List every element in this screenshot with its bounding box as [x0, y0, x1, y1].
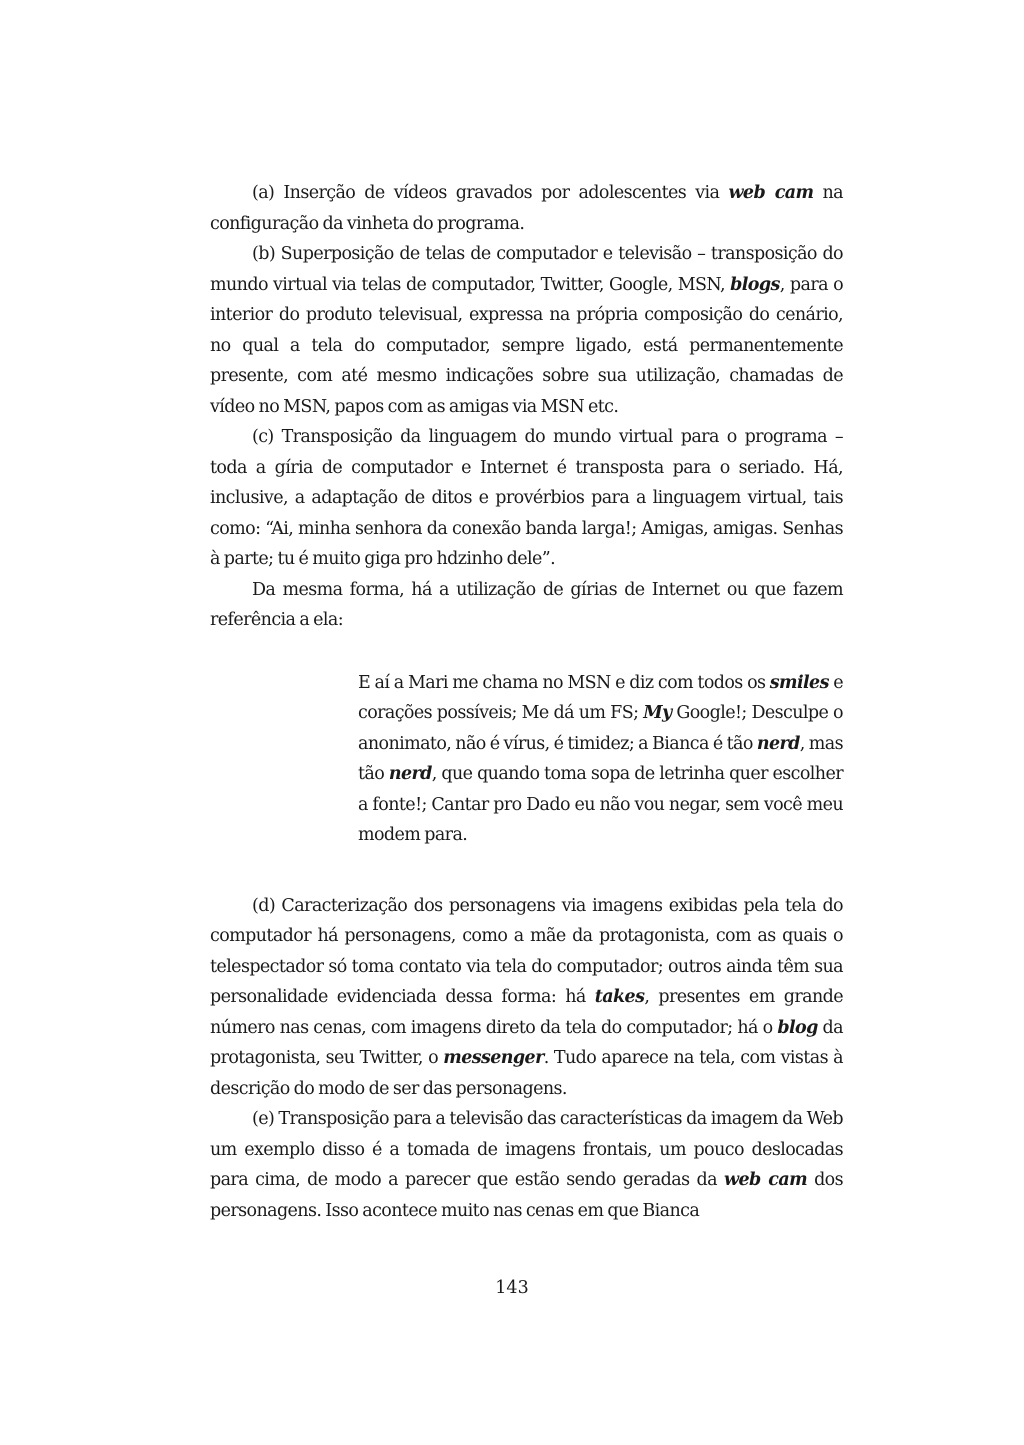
quote-text-1: E aí a Mari me chama no MSN e diz com todos os	[358, 672, 770, 693]
paragraph-b-emphasis: blogs	[730, 274, 780, 295]
paragraph-b-text-end: , para o interior do produto televisual, expressa na própria composição do cenário, no qual a tela do computador, sempre ligado, está permanentemente presente, com até mesmo indicações sobre sua utilização, chamadas de vídeo no MSN, papos com as amigas via MSN etc.	[210, 274, 844, 417]
paragraph-d	[210, 891, 843, 1105]
paragraph-b	[210, 239, 843, 422]
page-number: 143	[495, 1278, 529, 1298]
paragraph-d-text-3: da protagonista, seu Twitter, o	[210, 1017, 843, 1068]
paragraph-d-text-2: , presentes em grande número nas cenas, com imagens direto da tela do computador; há o	[210, 987, 843, 1038]
quote-text-4: , mas tão	[358, 733, 843, 784]
paragraph-d-text-4: . Tudo aparece na tela, com vistas à descrição do modo de ser das personagens.	[210, 1048, 844, 1099]
paragraph-a-text-end: na configuração da vinheta do programa.	[210, 183, 844, 234]
quote-emphasis-my: My	[643, 703, 672, 723]
paragraph-d-emphasis-takes: takes	[594, 987, 645, 1007]
document-body	[210, 178, 843, 1226]
paragraph-c: (c) Transposição da linguagem do mundo virtual para o programa – toda a gíria de computador e Internet é transposta para o seriado. Há, inclusive, a adaptação de ditos e provérbios para a linguagem virtual, tais como: “Ai, minha senhora da conexão banda larga!; Amigas, amigas. Senhas à parte; tu é muito giga pro hdzinho dele”.	[210, 427, 843, 569]
paragraph-d-emphasis-blog: blog	[777, 1017, 818, 1038]
paragraph-intro: Da mesma forma, há a utilização de gírias de Internet ou que fazem referência a ela:	[210, 579, 843, 630]
block-quote	[358, 668, 843, 851]
paragraph-e-emphasis-webcam: web cam	[724, 1170, 807, 1190]
paragraph-e-text-1: (e) Transposição para a televisão das características da imagem da Web um exemplo disso é a tomada de imagens frontais, um pouco deslocadas para cima, de modo a parecer que estão sendo geradas da	[210, 1109, 843, 1190]
paragraph-e	[210, 1104, 843, 1226]
quote-emphasis-nerd-1: nerd	[756, 733, 800, 754]
paragraph-a-emphasis: web cam	[728, 183, 814, 203]
quote-text-2: e corações possíveis; Me dá um FS;	[358, 672, 843, 723]
quote-emphasis-nerd-2: nerd	[388, 764, 432, 784]
paragraph-d-emphasis-messenger: messenger	[443, 1048, 544, 1068]
quote-text-3: Google!; Desculpe o anonimato, não é vírus, é timidez; a Bianca é tão	[358, 703, 843, 754]
paragraph-b-text: (b) Superposição de telas de computador e televisão – transposição do mundo virtual via telas de computador, Twitter, Google, MSN,	[210, 244, 843, 295]
quote-emphasis-smiles: smiles	[769, 672, 829, 693]
paragraph-a-text: (a) Inserção de vídeos gravados por adolescentes via	[252, 183, 729, 203]
paragraph-d-text-1: (d) Caracterização dos personagens via imagens exibidas pela tela do computador há personagens, como a mãe da protagonista, com as quais o telespectador só toma contato via tela do computador; outros ainda têm sua personalidade evidenciada dessa forma: há	[210, 895, 843, 1007]
quote-text-5: , que quando toma sopa de letrinha quer escolher a fonte!; Cantar pro Dado eu não vou negar, sem você meu modem para.	[358, 764, 843, 845]
paragraph-e-text-2: dos personagens. Isso acontece muito nas cenas em que Bianca	[210, 1170, 843, 1221]
paragraph-a	[210, 178, 843, 239]
